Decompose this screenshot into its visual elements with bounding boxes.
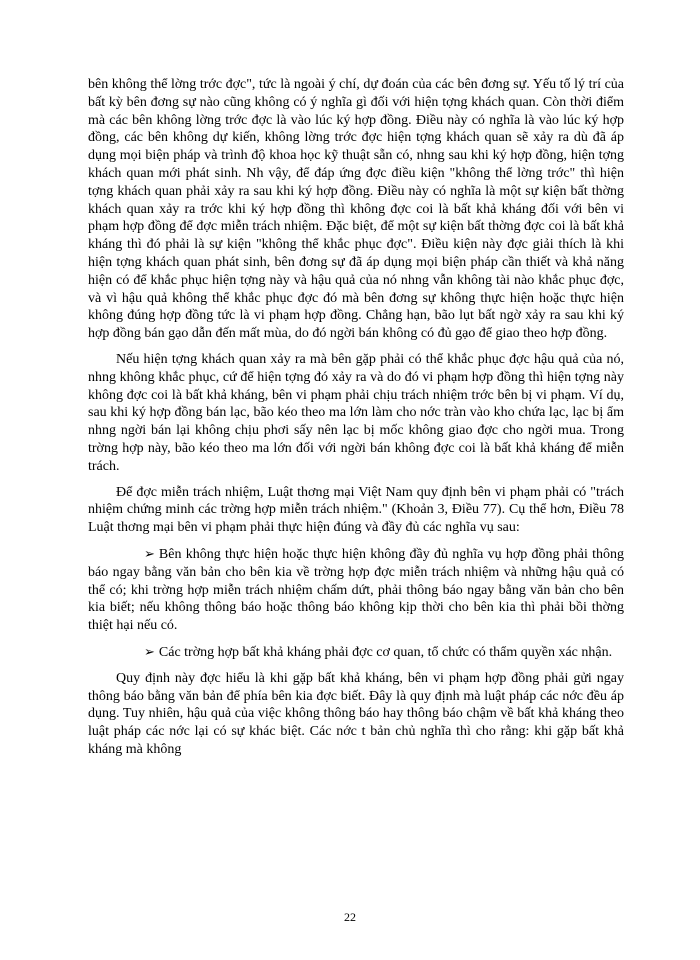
bullet-item-text: Bên không thực hiện hoặc thực hiện không đầy đủ nghĩa vụ hợp đồng phải thông báo ngay bằng văn bản cho bên kia về trờng hợp đợc miễn trách nhiệm và những hậu quả có thể có; khi trờng hợp miễn trách nhiệm chấm dứt, phải thông báo ngay bằng văn bản cho bên kia biết; nếu không thông báo hoặc thông báo không kịp thời cho bên kia thì phải bồi thờng thiệt hại nếu có.: [88, 546, 624, 634]
arrow-bullet-icon: ➢: [144, 545, 155, 561]
arrow-bullet-icon: ➢: [144, 643, 155, 659]
paragraph-force-majeure-conditions: bên không thể lờng trớc đợc", tức là ngoài ý chí, dự đoán của các bên đơng sự. Yếu tố lý trí của bất kỳ bên đơng sự nào cũng không có ý nghĩa gì đối với hiện tợng khách quan. Còn thời điểm mà các bên không lờng trớc đợc là vào lúc ký hợp đồng. Điều này có nghĩa là vào lúc ký hợp đồng, các bên không dự kiến, không lờng trớc đợc hiện tợng khách quan sẽ xảy ra dù đã áp dụng mọi biện pháp và trình độ khoa học kỹ thuật sẵn có, nhng sau khi ký hợp đồng, hiện tợng khách quan mới phát sinh. Nh vậy, để đáp ứng đợc điều kiện "không thể lờng trớc" thì hiện tợng khách quan phải xảy ra sau khi ký hợp đồng. Điều này có nghĩa là một sự kiện bất thờng khách quan xảy ra trớc khi ký hợp đồng thì không đợc coi là bất khả kháng đối với bên vi phạm hợp đồng để đợc miễn trách nhiệm. Đặc biệt, để một sự kiện bất thờng đợc coi là bất khả kháng thì đó phải là sự kiện "không thể khắc phục đợc". Điều kiện này đợc giải thích là khi hiện tợng khách quan phát sinh, bên đơng sự đã áp dụng mọi biện pháp cần thiết và khả năng hiện có để khắc phục hiện tợng này và hậu quả của nó nhng vẫn không tài nào khắc phục đợc, và vì hậu quả không thể khắc phục đợc đó mà bên đơng sự không thực hiện hoặc thực hiện không đúng hợp đồng tức là vi phạm hợp đồng. Chẳng hạn, bão lụt bất ngờ xảy ra sau khi ký hợp đồng bán gạo dẫn đến mất mùa, do đó ngời bán không có đủ gạo để giao theo hợp đồng.: [88, 77, 624, 342]
paragraph-remediable-events: Nếu hiện tợng khách quan xảy ra mà bên gặp phải có thể khắc phục đợc hậu quả của nó, nhng không khắc phục, cứ để hiện tợng đó xảy ra và do đó vi phạm hợp đồng thì hiện tợng này không đợc coi là bất khả kháng, bên vi phạm phải chịu trách nhiệm trớc bên bị vi phạm. Ví dụ, sau khi ký hợp đồng bán lạc, bão kéo theo ma lớn làm cho nớc tràn vào kho chứa lạc, lạc bị ẩm nhng ngời bán lại không chịu phơi sấy nên lạc bị mốc không giao đợc cho ngời mua. Trong trờng hợp này, bão kéo theo ma lớn đối với ngời bán không đợc coi là bất khả kháng để miễn trách.: [88, 351, 624, 474]
page-number: 22: [344, 910, 356, 924]
paragraph-exemption-burden: Để đợc miễn trách nhiệm, Luật thơng mại Việt Nam quy định bên vi phạm phải có "trách nhiệm chứng minh các trờng hợp miễn trách nhiệm." (Khoản 3, Điều 77). Cụ thể hơn, Điều 78 Luật thơng mại bên vi phạm phải thực hiện đúng và đầy đủ các nghĩa vụ sau:: [88, 484, 624, 536]
bullet-item-notification: [88, 545, 624, 635]
bullet-item-confirmation: [88, 643, 624, 662]
bullet-item-text: Các trờng hợp bất khả kháng phải đợc cơ quan, tổ chức có thẩm quyền xác nhận.: [158, 644, 613, 660]
document-body: [88, 76, 624, 759]
paragraph-notification-rule: Quy định này đợc hiểu là khi gặp bất khả kháng, bên vi phạm hợp đồng phải gửi ngay thông báo bằng văn bản để phía bên kia đợc biết. Đây là quy định mà luật pháp các nớc đều áp dụng. Tuy nhiên, hậu quả của việc không thông báo hay thông báo chậm về bất khả kháng theo luật pháp các nớc lại có sự khác biệt. Các nớc t bản chủ nghĩa thì cho rằng: khi gặp bất khả kháng mà không: [88, 670, 624, 757]
